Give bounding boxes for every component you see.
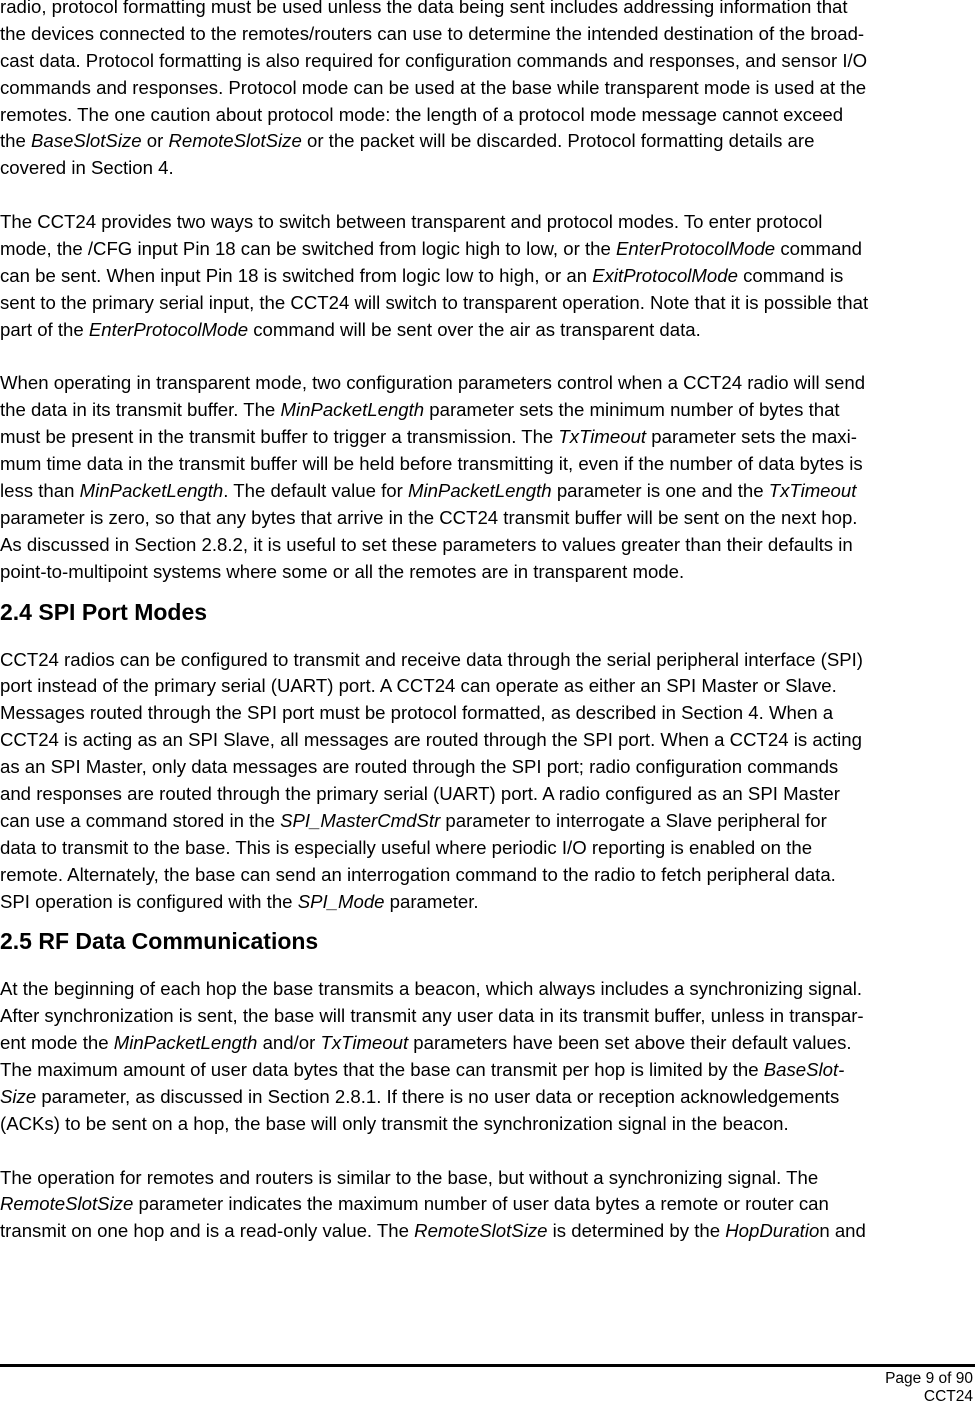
text-run: must be present in the transmit buffer to trigger a transmission. The: [0, 426, 559, 448]
text-run: parameter indicates the maximum number of user data bytes a remote or router can: [133, 1193, 829, 1215]
text-line: [0, 647, 975, 674]
text-run: parameter is one and the: [551, 480, 769, 502]
section-heading-rf-data-communications: 2.5 RF Data Communications: [0, 928, 319, 955]
text-line: [0, 451, 975, 478]
text-run: commands and responses. Protocol mode can be used at the base while transparent mode is used at the: [0, 76, 867, 98]
text-run: mum time data in the transmit buffer will be held before transmitting it, even if the number of data bytes is: [0, 453, 863, 475]
text-run: At the beginning of each hop the base transmits a beacon, which always includes a synchronizing signal.: [0, 978, 863, 1000]
text-run: and/or: [257, 1032, 321, 1054]
text-line: [0, 397, 975, 424]
text-run: cast data. Protocol formatting is also required for configuration commands and responses, and sensor I/O: [0, 49, 868, 71]
text-run: the devices connected to the remotes/routers can use to determine the intended destination of the broad-: [0, 22, 865, 44]
paragraph-base-transmission: [0, 976, 975, 1137]
text-run: Messages routed through the SPI port must be protocol formatted, as described in Section 4. When a: [0, 702, 834, 724]
text-line: [0, 1030, 975, 1057]
text-run: can be sent. When input Pin 18 is switched from logic low to high, or an: [0, 264, 593, 286]
footer-divider: [0, 1364, 975, 1367]
parameter-name: HopDuratio: [725, 1220, 820, 1242]
text-line: [0, 236, 975, 263]
text-line: [0, 128, 975, 155]
text-line: [0, 0, 975, 21]
text-line: [0, 808, 975, 835]
parameter-name: RemoteSlotSize: [168, 130, 302, 152]
text-run: remote. Alternately, the base can send an interrogation command to the radio to fetch peripheral data.: [0, 863, 836, 885]
text-line: [0, 155, 975, 182]
text-run: the: [0, 130, 32, 152]
text-run: (ACKs) to be sent on a hop, the base will only transmit the synchronization signal in the beacon.: [0, 1112, 789, 1134]
text-run: The maximum amount of user data bytes that the base can transmit per hop is limited by the: [0, 1058, 764, 1080]
text-run: parameter sets the minimum number of bytes that: [424, 399, 840, 421]
text-run: part of the: [0, 318, 89, 340]
page-number: Page 9 of 90: [885, 1370, 973, 1387]
paragraph-gap: [0, 1138, 975, 1165]
text-run: mode, the /CFG input Pin 18 can be switched from logic high to low, or the: [0, 238, 616, 260]
text-line: [0, 1218, 975, 1245]
text-line: [0, 700, 975, 727]
text-run: parameter.: [384, 890, 479, 912]
text-line: [0, 1084, 975, 1111]
section-heading-spi-port-modes: 2.4 SPI Port Modes: [0, 598, 208, 625]
parameter-name: ExitProtocolMode: [592, 264, 738, 286]
text-line: [0, 1191, 975, 1218]
text-run: radio, protocol formatting must be used unless the data being sent includes addressing information that: [0, 0, 848, 17]
text-run: remotes. The one caution about protocol mode: the length of a protocol mode message cannot exceed: [0, 103, 844, 125]
text-line: [0, 21, 975, 48]
parameter-name: Size: [0, 1085, 37, 1107]
text-line: [0, 727, 975, 754]
text-run: parameters have been set above their default values.: [408, 1032, 852, 1054]
text-run: CCT24 radios can be configured to transmit and receive data through the serial peripheral interface (SPI): [0, 648, 864, 670]
text-run: command will be sent over the air as transparent data.: [248, 318, 701, 340]
text-run: n and: [819, 1220, 866, 1242]
text-run: covered in Section 4.: [0, 157, 174, 179]
text-run: or: [141, 130, 169, 152]
text-line: [0, 1003, 975, 1030]
text-run: As discussed in Section 2.8.2, it is useful to set these parameters to values greater than their defaults in: [0, 533, 853, 555]
text-run: parameter to interrogate a Slave peripheral for: [440, 809, 827, 831]
text-run: sent to the primary serial input, the CCT24 will switch to transparent operation. Note that it is possible that: [0, 291, 869, 313]
text-line: [0, 424, 975, 451]
text-run: the data in its transmit buffer. The: [0, 399, 281, 421]
text-line: [0, 1165, 975, 1192]
text-line: [0, 1111, 975, 1138]
text-line: [0, 781, 975, 808]
text-run: is determined by the: [547, 1220, 726, 1242]
text-run: parameter, as discussed in Section 2.8.1. If there is no user data or reception acknowledgements: [36, 1085, 840, 1107]
text-line: [0, 889, 975, 916]
parameter-name: TxTimeout: [558, 426, 647, 448]
paragraph-transparent-parameters: [0, 370, 975, 585]
text-run: After synchronization is sent, the base will transmit any user data in its transmit buffer, unless in transpar-: [0, 1005, 864, 1027]
text-run: When operating in transparent mode, two configuration parameters control when a CCT24 radio will send: [0, 372, 866, 394]
paragraph-remotes-routers: [0, 1165, 975, 1246]
text-line: [0, 290, 975, 317]
parameter-name: MinPacketLength: [280, 399, 425, 421]
parameter-name: SPI_MasterCmdStr: [280, 809, 441, 831]
parameter-name: SPI_Mode: [297, 890, 385, 912]
text-run: and responses are routed through the primary serial (UART) port. A radio configured as an SPI Master: [0, 782, 840, 804]
text-line: [0, 559, 975, 586]
text-line: [0, 75, 975, 102]
text-run: point-to-multipoint systems where some or all the remotes are in transparent mode.: [0, 560, 685, 582]
text-line: [0, 976, 975, 1003]
text-line: [0, 532, 975, 559]
text-line: [0, 209, 975, 236]
text-run: ent mode the: [0, 1032, 114, 1054]
parameter-name: TxTimeout: [320, 1032, 409, 1054]
text-line: [0, 1057, 975, 1084]
text-run: command is: [737, 264, 844, 286]
text-line: [0, 673, 975, 700]
text-line: [0, 48, 975, 75]
text-run: . The default value for: [223, 480, 408, 502]
text-line: [0, 754, 975, 781]
paragraph-spi-port-modes: [0, 647, 975, 916]
text-run: transmit on one hop and is a read-only value. The: [0, 1220, 415, 1242]
parameter-name: MinPacketLength: [113, 1032, 258, 1054]
text-run: The CCT24 provides two ways to switch between transparent and protocol modes. To enter protocol: [0, 211, 823, 233]
text-line: [0, 478, 975, 505]
text-run: The operation for remotes and routers is similar to the base, but without a synchronizing signal. The: [0, 1166, 819, 1188]
parameter-name: BaseSlot-: [763, 1058, 845, 1080]
parameter-name: TxTimeout: [768, 480, 857, 502]
text-run: CCT24 is acting as an SPI Slave, all messages are routed through the SPI port. When a CCT24 is acting: [0, 729, 862, 751]
text-run: as an SPI Master, only data messages are routed through the SPI port; radio configuration commands: [0, 756, 839, 778]
paragraph-gap: [0, 344, 975, 371]
page-footer: [885, 1370, 973, 1406]
parameter-name: MinPacketLength: [407, 480, 552, 502]
text-run: SPI operation is configured with the: [0, 890, 298, 912]
text-run: parameter sets the maxi-: [646, 426, 857, 448]
text-run: or the packet will be discarded. Protocol formatting details are: [301, 130, 815, 152]
parameter-name: MinPacketLength: [79, 480, 224, 502]
text-run: can use a command stored in the: [0, 809, 281, 831]
parameter-name: BaseSlotSize: [31, 130, 142, 152]
text-run: data to transmit to the base. This is especially useful where periodic I/O reporting is enabled on the: [0, 836, 813, 858]
text-line: [0, 835, 975, 862]
text-line: [0, 862, 975, 889]
paragraph-protocol-formatting: [0, 0, 975, 182]
paragraph-gap: [0, 182, 975, 209]
text-line: [0, 102, 975, 129]
parameter-name: EnterProtocolMode: [88, 318, 249, 340]
text-line: [0, 370, 975, 397]
document-id: CCT24: [923, 1388, 973, 1405]
parameter-name: RemoteSlotSize: [414, 1220, 548, 1242]
text-line: [0, 317, 975, 344]
text-line: [0, 263, 975, 290]
text-run: command: [775, 238, 862, 260]
text-run: port instead of the primary serial (UART) port. A CCT24 can operate as either an SPI Master or Slave.: [0, 675, 837, 697]
parameter-name: EnterProtocolMode: [615, 238, 776, 260]
paragraph-mode-switching: [0, 209, 975, 343]
text-run: less than: [0, 480, 80, 502]
parameter-name: RemoteSlotSize: [0, 1193, 134, 1215]
text-line: [0, 505, 975, 532]
text-run: parameter is zero, so that any bytes that arrive in the CCT24 transmit buffer will be sent on the next hop.: [0, 506, 858, 528]
